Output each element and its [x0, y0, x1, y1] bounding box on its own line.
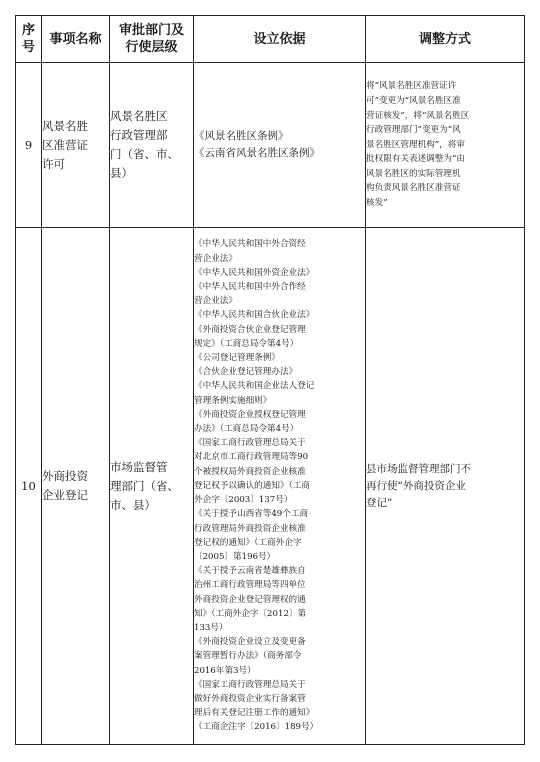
- basis-line: 《风景名胜区条例》: [194, 130, 289, 142]
- basis-line: 《中华人民共和国中外合资经: [194, 239, 306, 250]
- row-adjust: 将“风景名胜区准营证许 可”变更为“风景名胜区准 营证核发”，将“风景名胜区 行政管理部门”变更为“风 景名胜区管理机构”，将审 批权限有关表述调整为“由 风景名胜区的实际管理机 构负责风景名胜区准营证 核发”: [366, 63, 525, 228]
- row-basis: [194, 63, 366, 228]
- basis-line: 《外商投资企业授权登记管理: [194, 409, 306, 420]
- basis-line: 《公司登记管理条例》: [194, 353, 280, 364]
- basis-line: 对北京市工商行政管理局等90: [194, 452, 309, 463]
- basis-line: 《中华人民共和国合伙企业法》: [194, 310, 315, 321]
- basis-line: 《云南省风景名胜区条例》: [194, 147, 320, 159]
- row-basis: [194, 228, 366, 745]
- row-seq: 10: [16, 228, 42, 745]
- basis-line: 登记权的通知》（工商外企字: [194, 537, 302, 548]
- header-seq: 序 号: [16, 16, 42, 63]
- basis-line: 《国家工商行政管理总局关于: [194, 438, 306, 449]
- basis-line: 133号）: [194, 622, 228, 633]
- table-row: [16, 63, 525, 228]
- basis-line: 行政管理局外商投资企业核准: [194, 523, 306, 534]
- basis-line: 办法》（工商总局令第4号）: [194, 424, 299, 435]
- basis-line: 案管理暂行办法》（商务部令: [194, 651, 302, 662]
- row-adjust: 县市场监督管理部门不 再行使“外商投资企业 登记”: [366, 228, 525, 745]
- basis-line: 《合伙企业登记管理办法》: [194, 367, 298, 378]
- header-adjust: 调整方式: [366, 16, 525, 63]
- row-item-name: 风景名胜 区准营证 许可: [42, 63, 110, 228]
- table-header-row: [16, 16, 525, 63]
- basis-line: 《外商投资企业设立及变更备: [194, 637, 306, 648]
- basis-line: 《中华人民共和国中外合作经: [194, 282, 306, 293]
- basis-line: 个被授权局外商投资企业核准: [194, 466, 306, 477]
- basis-line: 理后有关登记注册工作的通知》: [194, 708, 315, 719]
- basis-line: 《中华人民共和国企业法人登记: [194, 381, 315, 392]
- basis-line: 管理条例实施细则》: [194, 395, 272, 406]
- basis-line: 知》（工商外企字〔2012〕第: [194, 608, 307, 619]
- basis-line: 治州工商行政管理局等四单位: [194, 580, 306, 591]
- basis-line: 营企业法》: [194, 296, 237, 307]
- basis-line: 《外商投资合伙企业登记管理: [194, 324, 306, 335]
- basis-line: （工商企注字〔2016〕189号）: [194, 722, 319, 733]
- table-row: [16, 228, 525, 745]
- basis-line: 《关于授予山西省等49个工商: [194, 509, 309, 520]
- basis-line: 《国家工商行政管理总局关于: [194, 679, 306, 690]
- basis-line: 《关于授予云南省楚雄彝族自: [194, 566, 306, 577]
- basis-line: 外商投资企业登记管理权的通: [194, 594, 306, 605]
- approval-items-table: [15, 15, 525, 745]
- header-dept: 审批部门及 行使层级: [110, 16, 194, 63]
- basis-line: 2016年第3号）: [194, 665, 256, 676]
- row-seq: 9: [16, 63, 42, 228]
- basis-line: 《中华人民共和国外资企业法》: [194, 267, 315, 278]
- basis-line: 〔2005〕第196号）: [194, 551, 276, 562]
- basis-line: 登记权予以确认的通知》（工商: [194, 480, 311, 491]
- basis-line: 营企业法》: [194, 253, 237, 264]
- basis-line: 外企字〔2003〕137号）: [194, 495, 293, 506]
- basis-line: 规定》（工商总局令第4号）: [194, 338, 299, 349]
- basis-line: 做好外商投资企业实行备案管: [194, 693, 306, 704]
- header-item-name: 事项名称: [42, 16, 110, 63]
- row-item-name: 外商投资 企业登记: [42, 228, 110, 745]
- header-basis: 设立依据: [194, 16, 366, 63]
- row-dept: 风景名胜区 行政管理部 门（省、市、 县）: [110, 63, 194, 228]
- row-dept: 市场监督管 理部门（省、 市、县）: [110, 228, 194, 745]
